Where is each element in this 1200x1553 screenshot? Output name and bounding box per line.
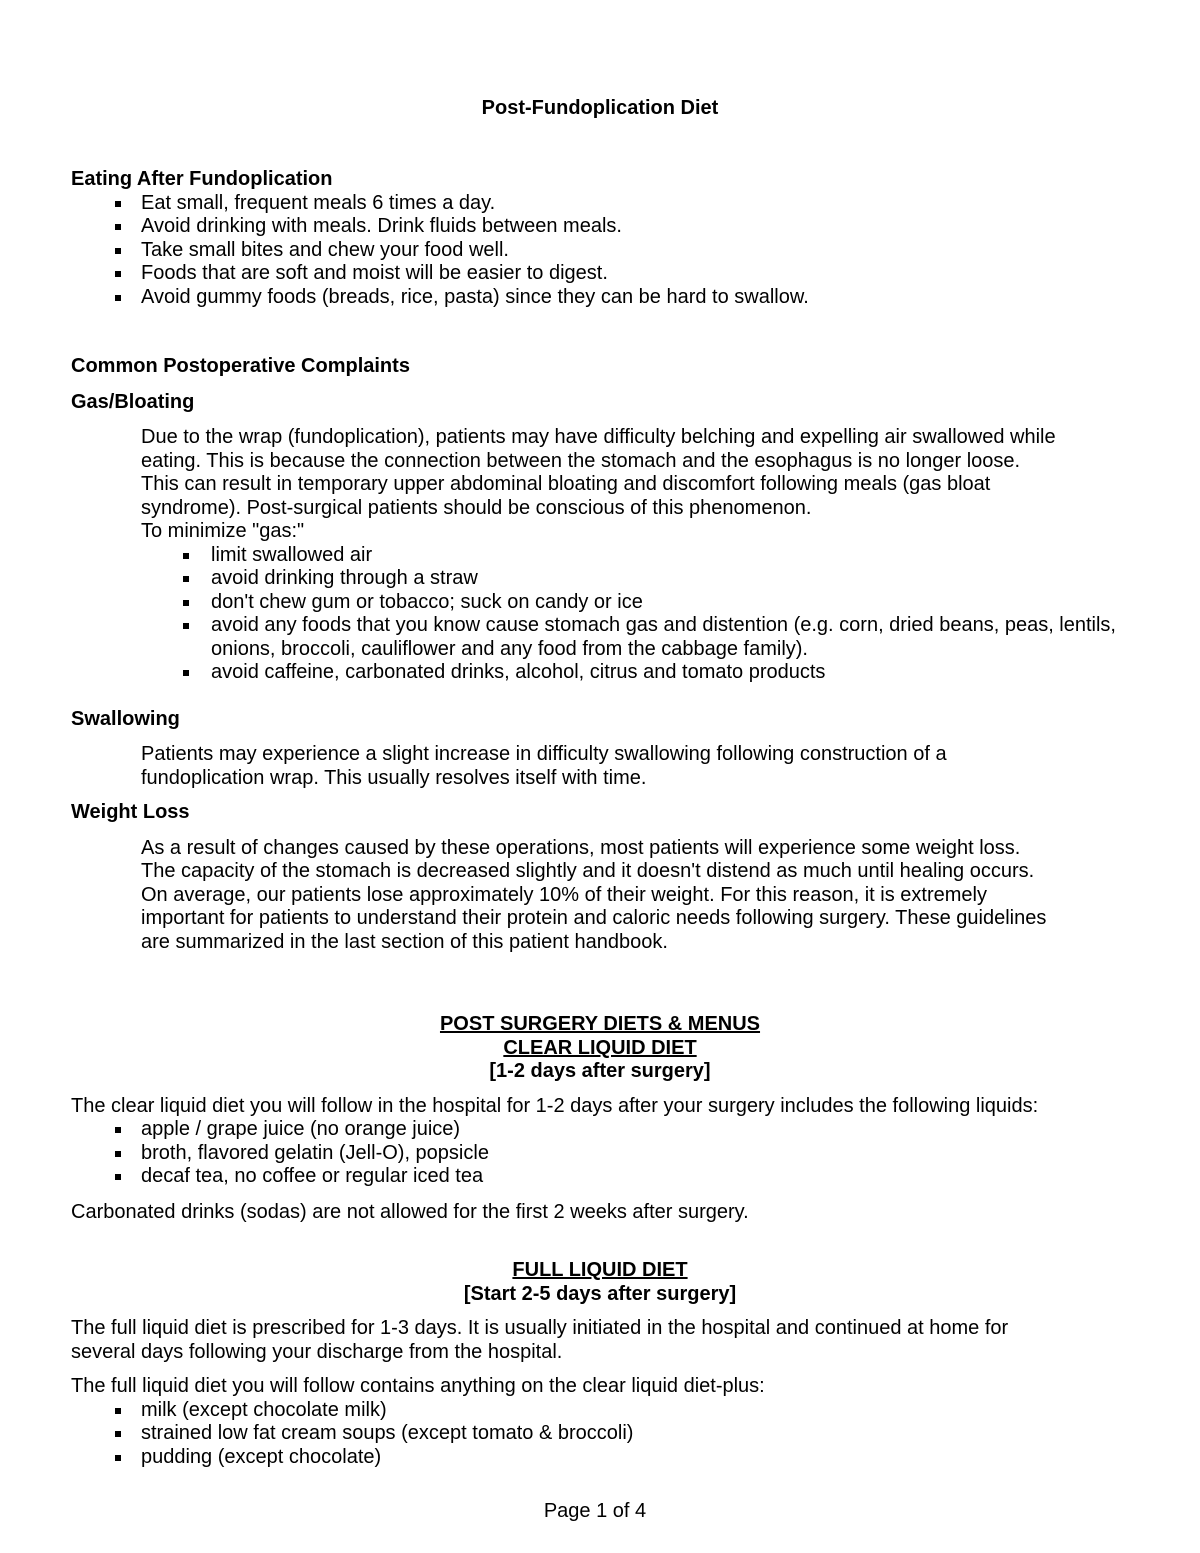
list-item: broth, flavored gelatin (Jell-O), popsicle [71, 1142, 1141, 1166]
list-item: strained low fat cream soups (except tomato & broccoli) [71, 1422, 1141, 1446]
list-item: don't chew gum or tobacco; suck on candy or ice [71, 591, 1141, 615]
swallowing-heading: Swallowing [71, 707, 180, 730]
text-line: eating. This is because the connection between the stomach and the esophagus is no longer loose. [141, 449, 1021, 472]
text-line: fundoplication wrap. This usually resolves itself with time. [141, 766, 647, 789]
clear-liquid-note: Carbonated drinks (sodas) are not allowed for the first 2 weeks after surgery. [71, 1200, 749, 1223]
text-line: Patients may experience a slight increase in difficulty swallowing following construction of a [141, 743, 947, 765]
full-liquid-heading: FULL LIQUID DIET [512, 1259, 688, 1281]
text-line: syndrome). Post-surgical patients should be conscious of this phenomenon. [141, 496, 812, 519]
text-line: several days following your discharge from the hospital. [71, 1340, 563, 1363]
clear-liquid-subheading: [1-2 days after surgery] [489, 1060, 711, 1082]
list-item: limit swallowed air [71, 544, 1141, 568]
complaints-heading: Common Postoperative Complaints [71, 355, 410, 377]
list-item: Eat small, frequent meals 6 times a day. [71, 192, 1141, 216]
list-item: milk (except chocolate milk) [71, 1399, 1141, 1423]
text-line: The capacity of the stomach is decreased slightly and it doesn't distend as much until healing occurs. [141, 860, 1035, 882]
text-line: are summarized in the last section of this patient handbook. [141, 930, 668, 953]
text-line: On average, our patients lose approximately 10% of their weight. For this reason, it is extremely [141, 883, 987, 906]
gas-heading: Gas/Bloating [71, 390, 195, 413]
swallowing-paragraph [71, 743, 1141, 790]
eating-list [71, 192, 1141, 310]
document-title: Post-Fundoplication Diet [481, 97, 719, 119]
list-item: Avoid gummy foods (breads, rice, pasta) since they can be hard to swallow. [71, 286, 1141, 310]
text-line: The full liquid diet is prescribed for 1-3 days. It is usually initiated in the hospital and continued at home for [71, 1317, 1009, 1339]
list-item: avoid any foods that you know cause stomach gas and distention (e.g. corn, dried beans, peas, lentils, onions, broccoli, cauliflower and any food from the cabbage family). [71, 614, 1141, 661]
list-item: Foods that are soft and moist will be easier to digest. [71, 262, 1141, 286]
full-liquid-list [71, 1399, 1141, 1470]
full-liquid-intro: The full liquid diet you will follow contains anything on the clear liquid diet-plus: [71, 1375, 765, 1397]
full-liquid-subheading: [Start 2-5 days after surgery] [463, 1282, 737, 1305]
list-item: decaf tea, no coffee or regular iced tea [71, 1165, 1141, 1189]
list-item: avoid caffeine, carbonated drinks, alcohol, citrus and tomato products [71, 661, 1141, 685]
full-liquid-paragraph [71, 1317, 1141, 1364]
list-item: Take small bites and chew your food well. [71, 239, 1141, 263]
gas-paragraph [71, 426, 1141, 544]
weight-loss-paragraph [71, 837, 1141, 955]
list-item: apple / grape juice (no orange juice) [71, 1118, 1141, 1142]
list-item: avoid drinking through a straw [71, 567, 1141, 591]
page-number: Page 1 of 4 [543, 1500, 647, 1522]
text-line: Due to the wrap (fundoplication), patients may have difficulty belching and expelling air swallowed while [141, 426, 1056, 448]
eating-heading: Eating After Fundoplication [71, 168, 333, 190]
clear-liquid-heading: CLEAR LIQUID DIET [503, 1036, 697, 1059]
gas-tips-list [71, 544, 1141, 685]
list-item: Avoid drinking with meals. Drink fluids between meals. [71, 215, 1141, 239]
text-line: important for patients to understand their protein and caloric needs following surgery. These guidelines [141, 907, 1047, 929]
diets-heading: POST SURGERY DIETS & MENUS [439, 1013, 761, 1035]
list-item: pudding (except chocolate) [71, 1446, 1141, 1470]
clear-liquid-list [71, 1118, 1141, 1189]
text-line: To minimize "gas:" [141, 520, 305, 542]
text-line: This can result in temporary upper abdominal bloating and discomfort following meals (gas bloat [141, 473, 991, 495]
document-body [71, 168, 1141, 1469]
weight-loss-heading: Weight Loss [71, 801, 190, 823]
clear-liquid-intro: The clear liquid diet you will follow in the hospital for 1-2 days after your surgery includes the following liquids: [71, 1094, 1039, 1117]
text-line: As a result of changes caused by these operations, most patients will experience some weight loss. [141, 836, 1021, 859]
